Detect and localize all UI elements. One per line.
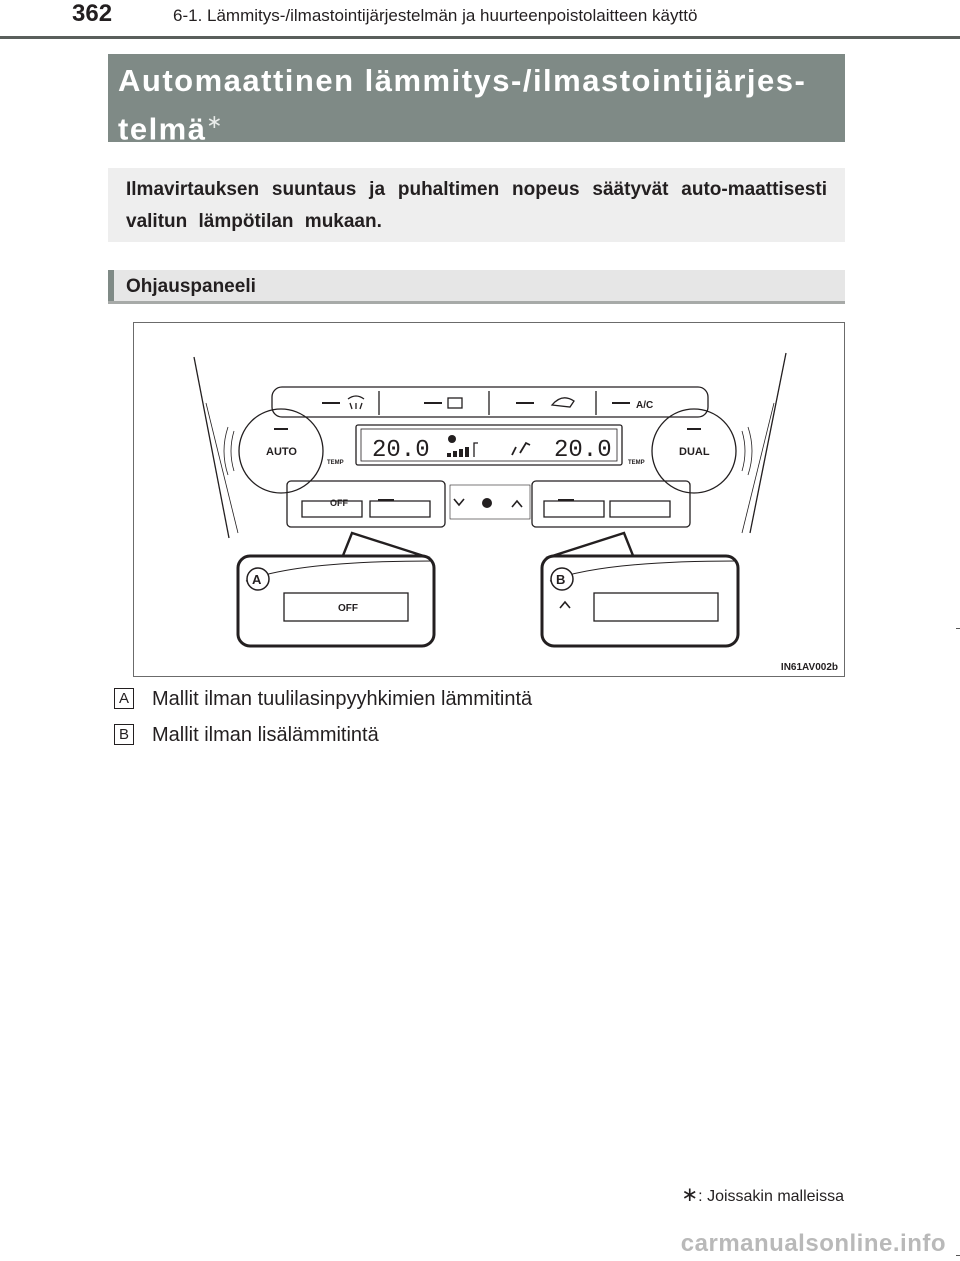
section-heading: [108, 270, 845, 304]
figure-code: IN61AV002b: [780, 662, 838, 673]
section-heading-accent: [108, 270, 114, 301]
page-edge-tick: [956, 628, 960, 629]
dual-button-label: DUAL: [679, 446, 710, 458]
fan-level-frame: [474, 443, 478, 457]
intro-text: Ilmavirtauksen suuntaus ja puhaltimen nopeus säätyvät auto-maattisesti valitun lämpötilan mukaan.: [126, 179, 827, 232]
page-title-line1: Automaattinen lämmitys-/ilmastointijärjes-: [118, 63, 807, 98]
callout-marker-a-label: A: [252, 572, 262, 587]
dash-line-right-inner: [742, 403, 774, 533]
ac-button-label: A/C: [636, 400, 654, 411]
legend-text-a: Mallit ilman tuulilasinpyyhkimien lämmitintä: [152, 688, 533, 710]
page-edge-tick: [956, 1255, 960, 1256]
right-temp-label: TEMP: [628, 460, 645, 466]
fan-level-bars: [447, 447, 469, 457]
lower-left-button-group: [287, 481, 445, 527]
chapter-header: 6-1. Lämmitys-/ilmastointijärjestelmän ja huurteenpoistolaitteen käyttö: [173, 6, 698, 25]
page-number: 362: [72, 0, 113, 27]
fan-off-label: OFF: [330, 498, 348, 508]
intro-box: [108, 168, 845, 242]
legend-badge-b: B: [114, 724, 134, 745]
callout-box-b: [542, 556, 738, 646]
callout-box-a: [238, 556, 434, 646]
footnote: [681, 1184, 844, 1208]
title-banner: [108, 54, 845, 147]
page-title: [118, 60, 835, 150]
knob-ridge: [742, 431, 745, 471]
lower-right-button-group: [532, 481, 690, 527]
footnote-marker: ∗: [681, 1184, 699, 1206]
legend-badge-a: A: [114, 688, 134, 709]
section-heading-label: Ohjauspaneeli: [126, 276, 256, 297]
fan-up-icon: [512, 501, 522, 507]
callout-a-off-label: OFF: [338, 603, 358, 614]
knob-ridge: [231, 431, 234, 471]
windshield-airflow-button: [610, 501, 670, 517]
left-temp-label: TEMP: [327, 460, 344, 466]
fan-speed-icon: [448, 435, 456, 443]
callout-pointer-a: [342, 533, 430, 558]
watermark: carmanualsonline.info: [680, 1230, 946, 1257]
footnote-text: : Joissakin malleissa: [698, 1188, 844, 1205]
wiper-deicer-button: [370, 501, 430, 517]
callout-marker-b-label: B: [556, 572, 566, 587]
dash-line-right: [750, 353, 786, 533]
callout-pointer-b: [546, 533, 634, 558]
airflow-mode-icon: [512, 443, 530, 455]
fan-down-icon: [454, 499, 464, 505]
knob-ridge: [224, 427, 228, 475]
optional-equipment-marker: ∗: [206, 112, 224, 133]
control-panel-illustration: [134, 323, 846, 678]
header-divider: [0, 36, 960, 39]
left-temperature-readout: 20.0: [372, 437, 430, 464]
auxiliary-heater-button: [544, 501, 604, 517]
auto-button-label: AUTO: [266, 446, 297, 458]
control-panel-figure: [133, 322, 845, 677]
legend-text-b: Mallit ilman lisälämmitintä: [152, 724, 379, 746]
front-defroster-icon: [348, 396, 364, 409]
air-recirculation-icon: [552, 398, 574, 407]
rear-defogger-icon: [448, 398, 462, 408]
right-temperature-readout: 20.0: [554, 437, 612, 464]
knob-ridge: [748, 427, 752, 475]
fan-icon: [482, 498, 492, 508]
page-title-line2: telmä: [118, 111, 207, 147]
